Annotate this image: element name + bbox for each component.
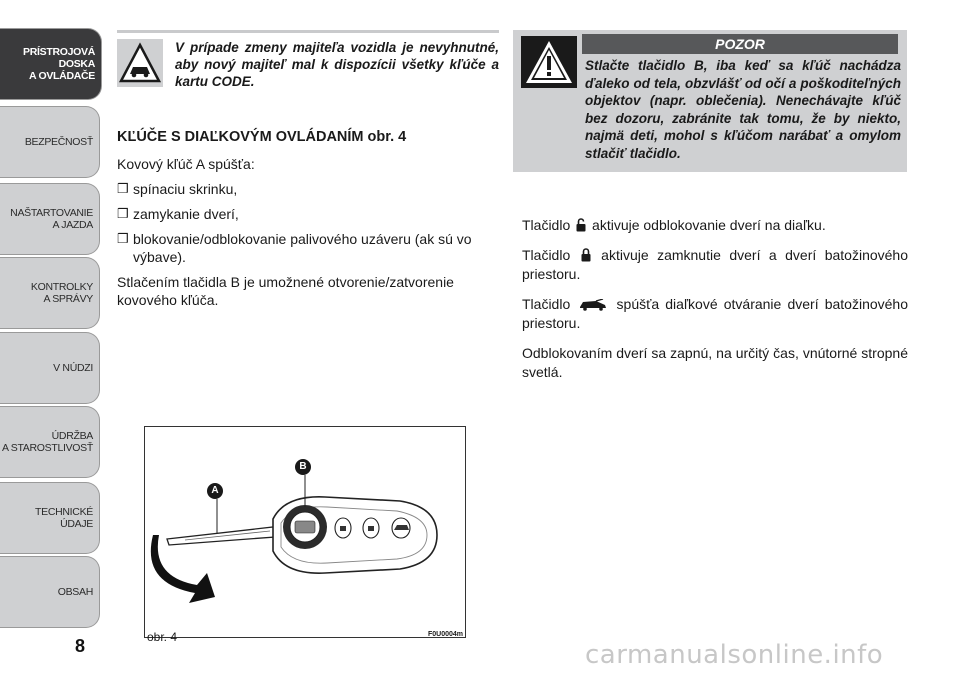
section-heading-ref: obr. 4	[367, 129, 407, 145]
bullet-item	[117, 230, 499, 266]
figure-code: F0U0004m	[428, 631, 464, 638]
chapter-tab-8[interactable]	[0, 556, 100, 628]
lock-paragraph	[522, 246, 908, 284]
chapter-tab-label: PRÍSTROJOVÁ	[23, 46, 95, 58]
bullet-item	[117, 180, 499, 198]
bullet-marker: ❒	[117, 206, 129, 221]
p3-before: Tlačidlo	[522, 296, 571, 312]
section-intro: Kovový kľúč A spúšťa:	[117, 156, 255, 172]
p3-after: spúšťa diaľkové otváranie dverí batožinového priestoru.	[522, 296, 909, 331]
page-number: 8	[75, 636, 86, 656]
chapter-tab-5[interactable]	[0, 332, 100, 404]
chapter-tab-label: A SPRÁVY	[43, 293, 93, 305]
chapter-tab-label: TECHNICKÉ ÚDAJE	[35, 506, 93, 530]
figure-caption: obr. 4	[147, 630, 178, 644]
lights-paragraph: Odblokovaním dverí sa zapnú, na určitý čas, vnútorné stropné svetlá.	[522, 345, 908, 380]
chapter-tab-label: A JAZDA	[52, 219, 93, 231]
chapter-tab-label: A STAROSTLIVOSŤ	[2, 442, 93, 454]
chapter-tab-1[interactable]	[0, 28, 102, 100]
watermark: carmanualsonline.info	[585, 640, 884, 670]
left-column	[117, 128, 499, 316]
chapter-tab-6[interactable]	[0, 406, 100, 478]
car-notice-icon	[117, 39, 163, 87]
warning-title: POZOR	[582, 34, 898, 54]
label-a: A	[211, 485, 219, 496]
key-illustration	[145, 427, 465, 637]
warning-text	[523, 57, 901, 162]
chapter-tab-3[interactable]	[0, 183, 100, 255]
chapter-tab-label: ÚDRŽBA	[51, 430, 93, 442]
section-heading-main: KĽÚČE S DIAĽKOVÝM OVLÁDANÍM	[117, 129, 364, 145]
right-column	[522, 216, 908, 393]
bullet-marker: ❒	[117, 181, 129, 196]
bullet-list	[117, 180, 499, 266]
p1-before: Tlačidlo	[522, 217, 571, 233]
owner-change-notice	[117, 30, 499, 90]
bullet-text: blokovanie/odblokovanie palivového uzáveru (ak sú vo výbave).	[133, 231, 472, 265]
section-outro: Stlačením tlačidla B je umožnené otvorenie/zatvorenie kovového kľúča.	[117, 274, 454, 308]
bullet-text: zamykanie dverí,	[133, 206, 239, 222]
label-b: B	[299, 461, 307, 472]
chapter-tab-label: V NÚDZI	[53, 362, 93, 374]
car-trunk-icon	[578, 299, 608, 311]
chapter-tab-7[interactable]	[0, 482, 100, 554]
chapter-tab-label: DOSKA	[58, 58, 95, 70]
chapter-tab-label: KONTROLKY	[30, 281, 93, 293]
bullet-item	[117, 205, 499, 223]
section-heading	[117, 128, 499, 146]
p2-after: aktivuje zamknutie dverí a dverí batožinového priestoru.	[522, 247, 909, 282]
bullet-marker: ❒	[117, 231, 129, 246]
unlock-icon	[576, 218, 586, 232]
chapter-tab-label: OBSAH	[57, 586, 93, 598]
p1-after: aktivuje odblokovanie dverí na diaľku.	[592, 217, 826, 233]
chapter-tab-label: A OVLÁDAČE	[28, 70, 95, 82]
chapter-tab-label: NAŠTARTOVANIE	[10, 207, 93, 219]
notice-text: V prípade zmeny majiteľa vozidla je nevyhnutné, aby nový majiteľ mal k dispozícii všetky kľúče a kartu CODE.	[175, 40, 499, 89]
chapter-tab-label: BEZPEČNOSŤ	[24, 136, 93, 148]
lock-icon	[581, 248, 591, 262]
unlock-paragraph	[522, 216, 908, 235]
trunk-paragraph	[522, 295, 908, 333]
bullet-text: spínaciu skrinku,	[133, 181, 238, 197]
chapter-tab-2[interactable]	[0, 106, 100, 178]
p2-before: Tlačidlo	[522, 247, 571, 263]
warning-text-body: Stlačte tlačidlo B, iba keď sa kľúč nachádza ďaleko od tela, obzvlášť od očí a poškoditeľných objektov (napr. oblečenia). Nenechávajte kľúč bez dozoru, zabránite tak tomu, že by niekto, najmä deti, mohol s kľúčom narábať a omylom stlačiť tlačidlo.	[585, 58, 901, 161]
key-figure	[144, 426, 466, 638]
chapter-tab-4[interactable]	[0, 257, 100, 329]
